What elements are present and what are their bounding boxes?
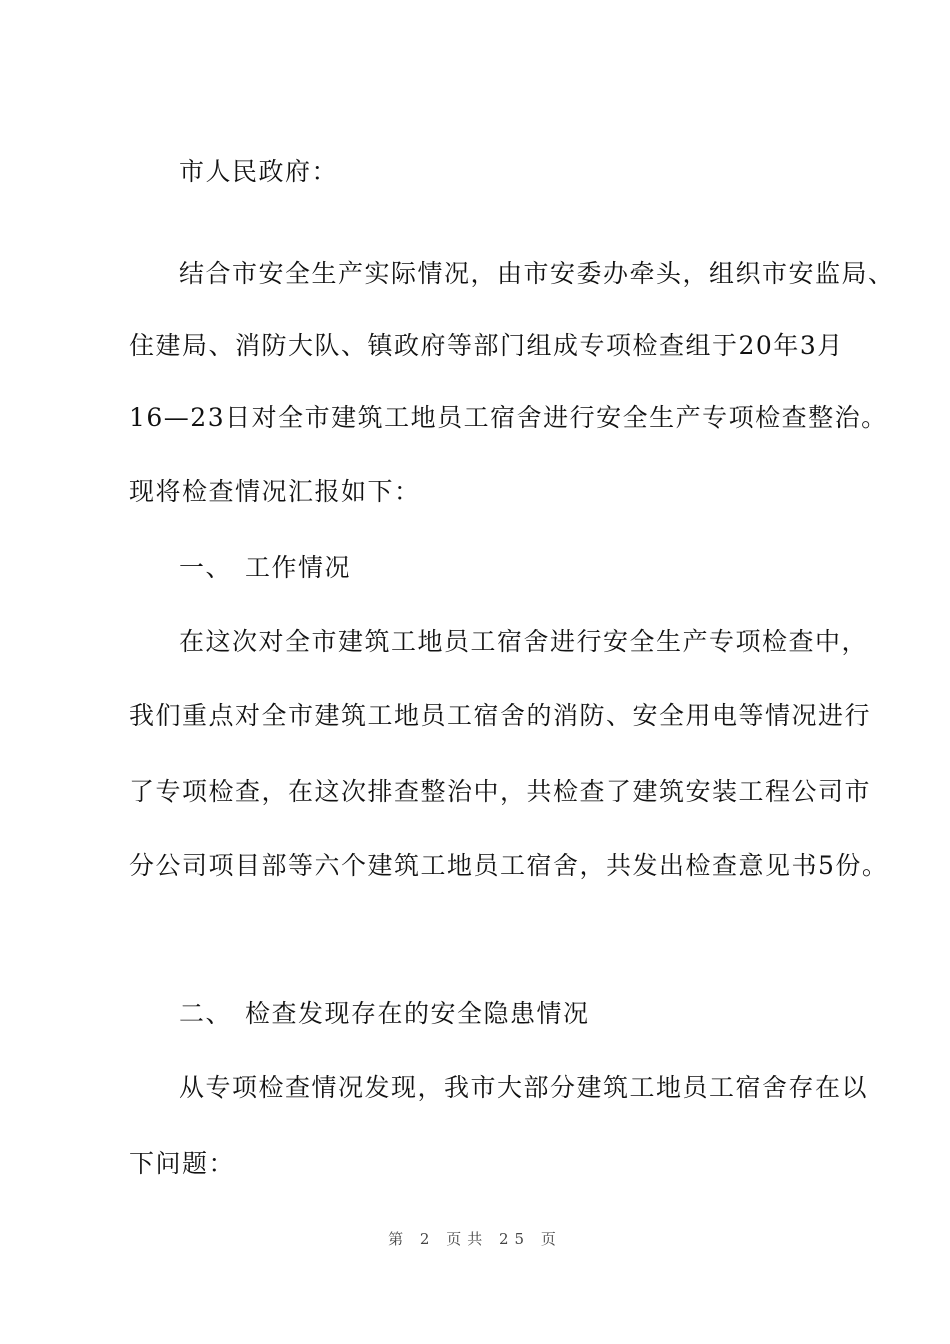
paragraph-line: 16—23日对全市建筑工地员工宿舍进行安全生产专项检查整治。: [129, 403, 888, 432]
paragraph-line: 住建局、消防大队、镇政府等部门组成专项检查组于20年3月: [129, 331, 844, 360]
paragraph-line: 分公司项目部等六个建筑工地员工宿舍，共发出检查意见书5份。: [129, 851, 889, 880]
paragraph-line: 现将检查情况汇报如下：: [129, 477, 421, 506]
section-heading-2: [179, 998, 590, 1030]
paragraph-line: 下问题：: [129, 1149, 236, 1178]
section-title: 工作情况: [245, 553, 352, 582]
page-number-footer: 第 2 页共 25 页: [388, 1230, 562, 1248]
salutation: 市人民政府：: [179, 157, 339, 186]
section-number: 二、: [179, 999, 233, 1028]
paragraph-line: 了专项检查，在这次排查整治中，共检查了建筑安装工程公司市: [129, 777, 872, 806]
section-number: 一、: [179, 553, 233, 582]
paragraph-line: 结合市安全生产实际情况，由市安委办牵头，组织市安监局、: [179, 259, 895, 288]
paragraph-line: 我们重点对全市建筑工地员工宿舍的消防、安全用电等情况进行: [129, 701, 872, 730]
paragraph-line: 从专项检查情况发现，我市大部分建筑工地员工宿舍存在以: [179, 1073, 869, 1102]
section-title: 检查发现存在的安全隐患情况: [245, 999, 590, 1028]
paragraph-line: 在这次对全市建筑工地员工宿舍进行安全生产专项检查中，: [179, 627, 869, 656]
section-heading-1: [179, 552, 351, 584]
